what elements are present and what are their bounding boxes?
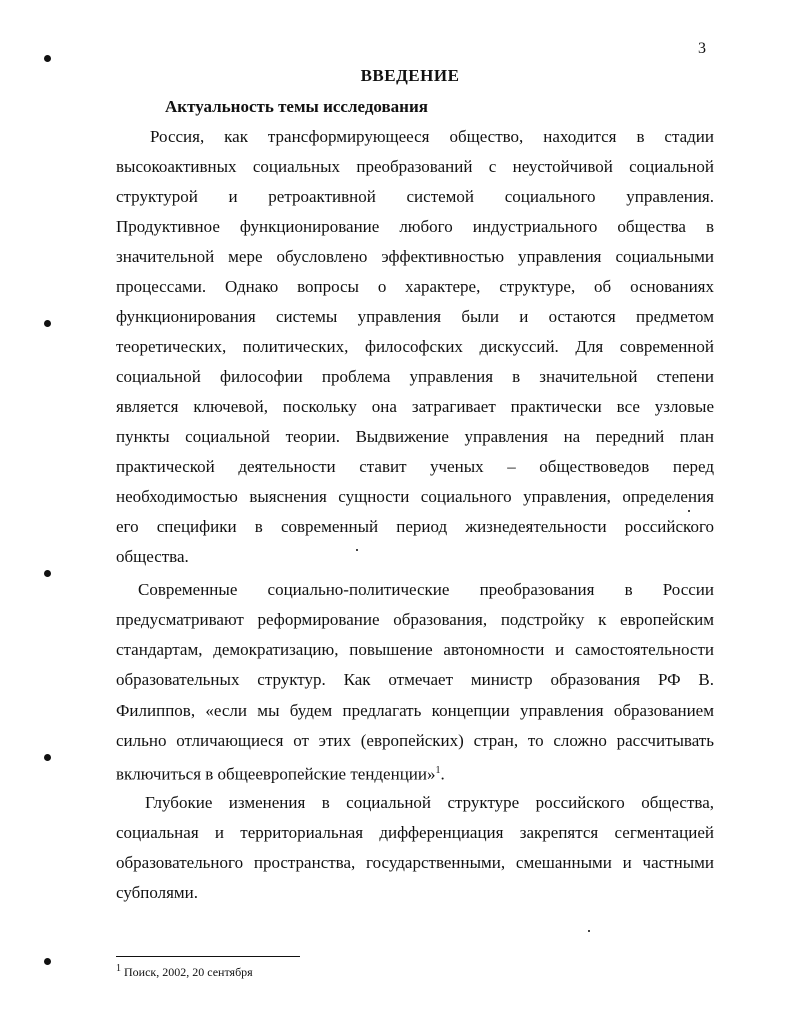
text-line: Филиппов, «если мы будем предлагать концепции управления образованием (116, 701, 714, 720)
text-line: предусматривают реформирование образования, подстройку к европейским (116, 610, 714, 629)
line-end: . (440, 764, 445, 784)
scan-speck (588, 930, 590, 932)
margin-dot (44, 958, 51, 965)
footnote-marker: 1 (435, 765, 441, 776)
text-line: необходимостью выяснения сущности социального управления, определения (116, 487, 714, 506)
text-line: теоретических, политических, философских дискуссий. Для современной (116, 337, 714, 356)
text-line: субполями. (116, 883, 199, 902)
margin-dot (44, 320, 51, 327)
margin-dot (44, 754, 51, 761)
text-line: образовательного пространства, государственными, смешанными и частными (116, 853, 714, 872)
text-line: Россия, как трансформирующееся общество, находится в стадии (150, 127, 714, 146)
text-line: пункты социальной теории. Выдвижение управления на передний план (116, 427, 714, 446)
section-title: ВВЕДЕНИЕ (360, 66, 460, 85)
text-line: общества. (116, 547, 189, 566)
scan-speck (356, 549, 358, 551)
text-line: является ключевой, поскольку она затрагивает практически все узловые (116, 397, 714, 416)
text-line: Глубокие изменения в социальной структуре российского общества, (145, 793, 714, 812)
text-line: высокоактивных социальных преобразований с неустойчивой социальной (116, 157, 714, 176)
text-line-with-footnote (116, 760, 714, 786)
footnote-text: Поиск, 2002, 20 сентября (124, 965, 253, 979)
section-subtitle: Актуальность темы исследования (165, 97, 428, 116)
page-number: 3 (698, 40, 706, 57)
text-line: включиться в общеевропейские тенденции» (116, 764, 436, 784)
text-line: практической деятельности ставит ученых – обществоведов перед (116, 457, 714, 476)
text-line: Продуктивное функционирование любого индустриального общества в (116, 217, 714, 236)
text-line: стандартам, демократизацию, повышение автономности и самостоятельности (116, 640, 714, 659)
text-line: структурой и ретроактивной системой социального управления. (116, 187, 714, 206)
text-line: образовательных структур. Как отмечает министр образования РФ В. (116, 670, 714, 689)
text-line: социальной философии проблема управления в значительной степени (116, 367, 714, 386)
footnote (116, 963, 253, 980)
footnote-number: 1 (116, 963, 121, 974)
text-line: сильно отличающиеся от этих (европейских) стран, то сложно рассчитывать (116, 731, 714, 750)
text-line: социальная и территориальная дифференциация закрепятся сегментацией (116, 823, 714, 842)
text-line: его специфики в современный период жизнедеятельности российского (116, 517, 714, 536)
margin-dot (44, 55, 51, 62)
margin-dot (44, 570, 51, 577)
text-line: функционирования системы управления были и остаются предметом (116, 307, 714, 326)
footnote-divider (116, 956, 300, 957)
text-line: значительной мере обусловлено эффективностью управления социальными (116, 247, 714, 266)
text-line: Современные социально-политические преобразования в России (138, 580, 714, 599)
text-line: процессами. Однако вопросы о характере, структуре, об основаниях (116, 277, 714, 296)
scan-speck (688, 510, 690, 512)
